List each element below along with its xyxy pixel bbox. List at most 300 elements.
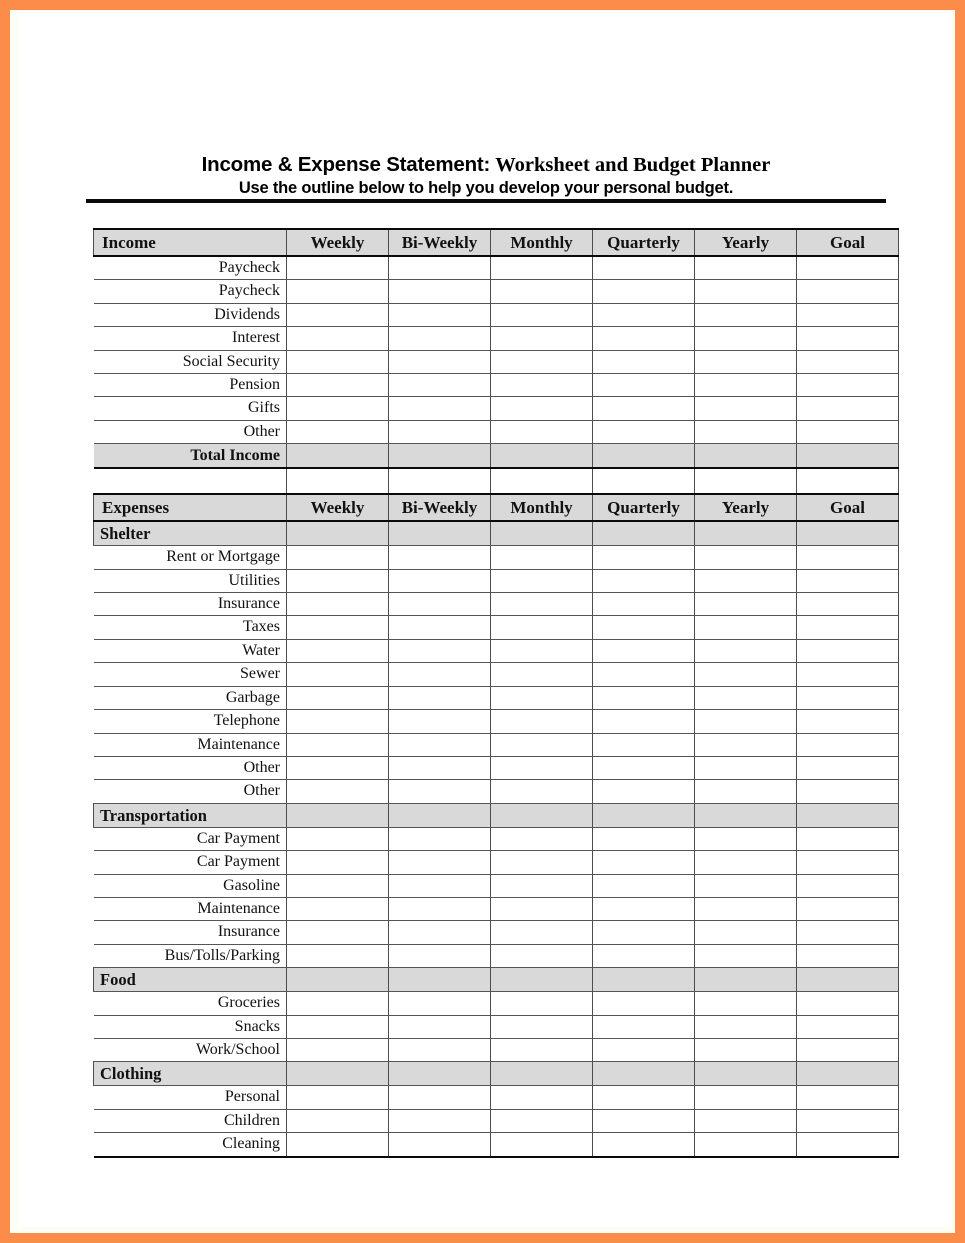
category-value-cell-quarterly[interactable] <box>593 803 695 827</box>
value-cell-bi-weekly[interactable] <box>389 874 491 897</box>
category-value-cell-bi-weekly[interactable] <box>389 968 491 992</box>
column-header-yearly: Yearly <box>695 229 797 256</box>
value-cell-goal[interactable] <box>797 874 899 897</box>
value-cell-monthly[interactable] <box>491 639 593 662</box>
value-cell-bi-weekly[interactable] <box>389 756 491 779</box>
value-cell-bi-weekly[interactable] <box>389 569 491 592</box>
value-cell-yearly[interactable] <box>695 374 797 397</box>
value-cell-quarterly[interactable] <box>593 569 695 592</box>
value-cell-monthly[interactable] <box>491 256 593 280</box>
value-cell-monthly[interactable] <box>491 420 593 443</box>
category-row <box>94 521 899 546</box>
value-cell-yearly[interactable] <box>695 397 797 420</box>
value-cell-goal[interactable] <box>797 1086 899 1109</box>
category-value-cell-goal[interactable] <box>797 521 899 546</box>
table-row <box>94 1015 899 1038</box>
category-value-cell-monthly[interactable] <box>491 521 593 546</box>
row-label: Car Payment <box>94 851 287 874</box>
value-cell-monthly[interactable] <box>491 897 593 920</box>
table-row <box>94 944 899 967</box>
row-label: Work/School <box>94 1038 287 1061</box>
value-cell-bi-weekly[interactable] <box>389 327 491 350</box>
spacer-cell <box>490 469 592 493</box>
table-row <box>94 733 899 756</box>
value-cell-yearly[interactable] <box>695 780 797 803</box>
value-cell-weekly[interactable] <box>287 874 389 897</box>
value-cell-goal[interactable] <box>797 350 899 373</box>
value-cell-monthly[interactable] <box>491 827 593 850</box>
income-header-label: Income <box>94 229 287 256</box>
value-cell-yearly[interactable] <box>695 1086 797 1109</box>
category-value-cell-weekly[interactable] <box>287 521 389 546</box>
value-cell-goal[interactable] <box>797 327 899 350</box>
row-label: Car Payment <box>94 827 287 850</box>
value-cell-weekly[interactable] <box>287 992 389 1015</box>
row-label: Gasoline <box>94 874 287 897</box>
category-value-cell-quarterly[interactable] <box>593 1062 695 1086</box>
income-table <box>93 228 899 469</box>
value-cell-bi-weekly[interactable] <box>389 280 491 303</box>
value-cell-monthly[interactable] <box>491 686 593 709</box>
column-header-quarterly: Quarterly <box>593 494 695 521</box>
row-label: Taxes <box>94 616 287 639</box>
value-cell-yearly[interactable] <box>695 569 797 592</box>
value-cell-weekly[interactable] <box>287 256 389 280</box>
value-cell-weekly[interactable] <box>287 733 389 756</box>
worksheet-page <box>18 14 951 1227</box>
value-cell-monthly[interactable] <box>491 921 593 944</box>
value-cell-quarterly[interactable] <box>593 663 695 686</box>
value-cell-bi-weekly[interactable] <box>389 1086 491 1109</box>
row-label: Bus/Tolls/Parking <box>94 944 287 967</box>
value-cell-yearly[interactable] <box>695 303 797 326</box>
value-cell-yearly[interactable] <box>695 639 797 662</box>
value-cell-weekly[interactable] <box>287 780 389 803</box>
value-cell-yearly[interactable] <box>695 350 797 373</box>
value-cell-bi-weekly[interactable] <box>389 1038 491 1061</box>
value-cell-yearly[interactable] <box>695 944 797 967</box>
value-cell-quarterly[interactable] <box>593 593 695 616</box>
value-cell-monthly[interactable] <box>491 1015 593 1038</box>
value-cell-weekly[interactable] <box>287 921 389 944</box>
table-row <box>94 1038 899 1061</box>
value-cell-goal[interactable] <box>797 1109 899 1132</box>
column-header-quarterly: Quarterly <box>593 229 695 256</box>
value-cell-bi-weekly[interactable] <box>389 897 491 920</box>
page-title-secondary: Worksheet and Budget Planner <box>495 154 771 176</box>
value-cell-yearly[interactable] <box>695 1133 797 1157</box>
page-subtitle: Use the outline below to help you develop your personal budget. <box>238 179 734 197</box>
spacer-cell <box>286 469 388 493</box>
value-cell-goal[interactable] <box>797 569 899 592</box>
value-cell-yearly[interactable] <box>695 546 797 569</box>
value-cell-goal[interactable] <box>797 827 899 850</box>
value-cell-goal[interactable] <box>797 897 899 920</box>
table-row <box>94 327 899 350</box>
category-value-cell-bi-weekly[interactable] <box>389 803 491 827</box>
value-cell-yearly[interactable] <box>695 327 797 350</box>
table-row <box>94 992 899 1015</box>
category-value-cell-goal[interactable] <box>797 803 899 827</box>
category-row <box>94 1062 899 1086</box>
value-cell-goal[interactable] <box>797 303 899 326</box>
table-row <box>94 350 899 373</box>
value-cell-yearly[interactable] <box>695 1109 797 1132</box>
value-cell-yearly[interactable] <box>695 921 797 944</box>
value-cell-bi-weekly[interactable] <box>389 593 491 616</box>
value-cell-quarterly[interactable] <box>593 397 695 420</box>
category-value-cell-yearly[interactable] <box>695 803 797 827</box>
table-row <box>94 397 899 420</box>
value-cell-goal[interactable] <box>797 780 899 803</box>
value-cell-quarterly[interactable] <box>593 1038 695 1061</box>
value-cell-monthly[interactable] <box>491 280 593 303</box>
value-cell-monthly[interactable] <box>491 944 593 967</box>
row-label: Maintenance <box>94 733 287 756</box>
row-label: Maintenance <box>94 897 287 920</box>
value-cell-quarterly[interactable] <box>593 350 695 373</box>
table-gap <box>93 469 898 493</box>
total-value-cell-yearly[interactable] <box>695 444 797 469</box>
row-label: Insurance <box>94 593 287 616</box>
table-row <box>94 546 899 569</box>
value-cell-goal[interactable] <box>797 420 899 443</box>
value-cell-goal[interactable] <box>797 686 899 709</box>
value-cell-yearly[interactable] <box>695 663 797 686</box>
value-cell-goal[interactable] <box>797 546 899 569</box>
category-row <box>94 803 899 827</box>
value-cell-quarterly[interactable] <box>593 780 695 803</box>
value-cell-bi-weekly[interactable] <box>389 256 491 280</box>
table-row <box>94 303 899 326</box>
spacer-cell <box>388 469 490 493</box>
value-cell-goal[interactable] <box>797 663 899 686</box>
value-cell-monthly[interactable] <box>491 733 593 756</box>
value-cell-monthly[interactable] <box>491 616 593 639</box>
category-value-cell-bi-weekly[interactable] <box>389 1062 491 1086</box>
value-cell-monthly[interactable] <box>491 569 593 592</box>
value-cell-goal[interactable] <box>797 280 899 303</box>
row-label: Gifts <box>94 397 287 420</box>
value-cell-goal[interactable] <box>797 710 899 733</box>
value-cell-goal[interactable] <box>797 1133 899 1157</box>
value-cell-quarterly[interactable] <box>593 303 695 326</box>
table-row <box>94 420 899 443</box>
row-label: Water <box>94 639 287 662</box>
value-cell-goal[interactable] <box>797 733 899 756</box>
value-cell-quarterly[interactable] <box>593 256 695 280</box>
value-cell-quarterly[interactable] <box>593 874 695 897</box>
total-value-cell-quarterly[interactable] <box>593 444 695 469</box>
value-cell-bi-weekly[interactable] <box>389 663 491 686</box>
value-cell-monthly[interactable] <box>491 992 593 1015</box>
row-label: Other <box>94 756 287 779</box>
category-value-cell-bi-weekly[interactable] <box>389 521 491 546</box>
category-label: Food <box>94 968 287 992</box>
value-cell-quarterly[interactable] <box>593 686 695 709</box>
value-cell-weekly[interactable] <box>287 1109 389 1132</box>
value-cell-quarterly[interactable] <box>593 1015 695 1038</box>
value-cell-bi-weekly[interactable] <box>389 420 491 443</box>
value-cell-weekly[interactable] <box>287 756 389 779</box>
value-cell-quarterly[interactable] <box>593 280 695 303</box>
value-cell-quarterly[interactable] <box>593 897 695 920</box>
value-cell-weekly[interactable] <box>287 1086 389 1109</box>
value-cell-weekly[interactable] <box>287 710 389 733</box>
value-cell-weekly[interactable] <box>287 616 389 639</box>
value-cell-monthly[interactable] <box>491 1133 593 1157</box>
category-value-cell-monthly[interactable] <box>491 1062 593 1086</box>
row-label: Rent or Mortgage <box>94 546 287 569</box>
category-value-cell-goal[interactable] <box>797 1062 899 1086</box>
value-cell-monthly[interactable] <box>491 851 593 874</box>
value-cell-monthly[interactable] <box>491 350 593 373</box>
value-cell-weekly[interactable] <box>287 593 389 616</box>
value-cell-quarterly[interactable] <box>593 639 695 662</box>
value-cell-weekly[interactable] <box>287 397 389 420</box>
value-cell-monthly[interactable] <box>491 397 593 420</box>
value-cell-quarterly[interactable] <box>593 827 695 850</box>
value-cell-monthly[interactable] <box>491 1109 593 1132</box>
column-header-monthly: Monthly <box>491 229 593 256</box>
row-label: Personal <box>94 1086 287 1109</box>
expenses-header-row <box>94 494 899 521</box>
value-cell-bi-weekly[interactable] <box>389 616 491 639</box>
value-cell-bi-weekly[interactable] <box>389 686 491 709</box>
value-cell-weekly[interactable] <box>287 897 389 920</box>
category-value-cell-weekly[interactable] <box>287 1062 389 1086</box>
column-header-yearly: Yearly <box>695 494 797 521</box>
value-cell-bi-weekly[interactable] <box>389 992 491 1015</box>
column-header-bi-weekly: Bi-Weekly <box>389 494 491 521</box>
table-row <box>94 1133 899 1157</box>
value-cell-goal[interactable] <box>797 616 899 639</box>
value-cell-weekly[interactable] <box>287 1015 389 1038</box>
category-label: Transportation <box>94 803 287 827</box>
row-label: Snacks <box>94 1015 287 1038</box>
value-cell-bi-weekly[interactable] <box>389 1015 491 1038</box>
row-label: Sewer <box>94 663 287 686</box>
table-row <box>94 280 899 303</box>
column-header-goal: Goal <box>797 494 899 521</box>
value-cell-yearly[interactable] <box>695 756 797 779</box>
category-value-cell-weekly[interactable] <box>287 968 389 992</box>
value-cell-bi-weekly[interactable] <box>389 944 491 967</box>
row-label: Insurance <box>94 921 287 944</box>
value-cell-bi-weekly[interactable] <box>389 303 491 326</box>
value-cell-quarterly[interactable] <box>593 733 695 756</box>
value-cell-goal[interactable] <box>797 756 899 779</box>
page-title-primary: Income & Expense Statement: <box>201 153 491 176</box>
column-header-weekly: Weekly <box>287 229 389 256</box>
spacer-cell <box>796 469 898 493</box>
value-cell-yearly[interactable] <box>695 897 797 920</box>
row-label: Paycheck <box>94 280 287 303</box>
row-label: Telephone <box>94 710 287 733</box>
total-value-cell-bi-weekly[interactable] <box>389 444 491 469</box>
value-cell-yearly[interactable] <box>695 1015 797 1038</box>
category-value-cell-goal[interactable] <box>797 968 899 992</box>
total-value-cell-goal[interactable] <box>797 444 899 469</box>
value-cell-bi-weekly[interactable] <box>389 546 491 569</box>
value-cell-monthly[interactable] <box>491 663 593 686</box>
value-cell-weekly[interactable] <box>287 663 389 686</box>
row-label: Cleaning <box>94 1133 287 1157</box>
value-cell-weekly[interactable] <box>287 944 389 967</box>
value-cell-quarterly[interactable] <box>593 851 695 874</box>
value-cell-quarterly[interactable] <box>593 546 695 569</box>
row-label: Pension <box>94 374 287 397</box>
value-cell-bi-weekly[interactable] <box>389 851 491 874</box>
category-value-cell-yearly[interactable] <box>695 968 797 992</box>
value-cell-bi-weekly[interactable] <box>389 710 491 733</box>
total-value-cell-weekly[interactable] <box>287 444 389 469</box>
row-label: Dividends <box>94 303 287 326</box>
value-cell-weekly[interactable] <box>287 350 389 373</box>
value-cell-goal[interactable] <box>797 1038 899 1061</box>
table-row <box>94 374 899 397</box>
value-cell-yearly[interactable] <box>695 710 797 733</box>
value-cell-goal[interactable] <box>797 593 899 616</box>
value-cell-quarterly[interactable] <box>593 756 695 779</box>
value-cell-quarterly[interactable] <box>593 1086 695 1109</box>
value-cell-monthly[interactable] <box>491 780 593 803</box>
value-cell-weekly[interactable] <box>287 374 389 397</box>
table-row <box>94 1109 899 1132</box>
column-header-weekly: Weekly <box>287 494 389 521</box>
value-cell-weekly[interactable] <box>287 686 389 709</box>
value-cell-goal[interactable] <box>797 639 899 662</box>
row-label: Groceries <box>94 992 287 1015</box>
value-cell-yearly[interactable] <box>695 593 797 616</box>
value-cell-bi-weekly[interactable] <box>389 827 491 850</box>
value-cell-weekly[interactable] <box>287 327 389 350</box>
table-row <box>94 686 899 709</box>
spacer-row <box>93 469 898 493</box>
value-cell-bi-weekly[interactable] <box>389 397 491 420</box>
value-cell-monthly[interactable] <box>491 1038 593 1061</box>
table-row <box>94 256 899 280</box>
value-cell-bi-weekly[interactable] <box>389 733 491 756</box>
spacer-table <box>93 469 899 493</box>
value-cell-yearly[interactable] <box>695 874 797 897</box>
value-cell-goal[interactable] <box>797 256 899 280</box>
value-cell-quarterly[interactable] <box>593 1109 695 1132</box>
value-cell-quarterly[interactable] <box>593 420 695 443</box>
value-cell-monthly[interactable] <box>491 1086 593 1109</box>
value-cell-quarterly[interactable] <box>593 710 695 733</box>
value-cell-weekly[interactable] <box>287 569 389 592</box>
value-cell-weekly[interactable] <box>287 546 389 569</box>
value-cell-quarterly[interactable] <box>593 327 695 350</box>
category-value-cell-monthly[interactable] <box>491 968 593 992</box>
value-cell-yearly[interactable] <box>695 851 797 874</box>
budget-tables <box>93 228 898 1158</box>
category-value-cell-quarterly[interactable] <box>593 521 695 546</box>
value-cell-yearly[interactable] <box>695 733 797 756</box>
value-cell-weekly[interactable] <box>287 280 389 303</box>
value-cell-bi-weekly[interactable] <box>389 374 491 397</box>
value-cell-yearly[interactable] <box>695 280 797 303</box>
category-value-cell-yearly[interactable] <box>695 1062 797 1086</box>
table-row <box>94 780 899 803</box>
value-cell-monthly[interactable] <box>491 756 593 779</box>
table-row <box>94 756 899 779</box>
value-cell-weekly[interactable] <box>287 1133 389 1157</box>
table-row <box>94 1086 899 1109</box>
value-cell-yearly[interactable] <box>695 420 797 443</box>
value-cell-bi-weekly[interactable] <box>389 639 491 662</box>
value-cell-yearly[interactable] <box>695 827 797 850</box>
value-cell-monthly[interactable] <box>491 593 593 616</box>
category-value-cell-yearly[interactable] <box>695 521 797 546</box>
value-cell-monthly[interactable] <box>491 327 593 350</box>
value-cell-goal[interactable] <box>797 1015 899 1038</box>
title-underline <box>86 199 886 203</box>
value-cell-quarterly[interactable] <box>593 1133 695 1157</box>
value-cell-weekly[interactable] <box>287 827 389 850</box>
value-cell-quarterly[interactable] <box>593 374 695 397</box>
value-cell-yearly[interactable] <box>695 992 797 1015</box>
total-row <box>94 444 899 469</box>
value-cell-yearly[interactable] <box>695 686 797 709</box>
value-cell-weekly[interactable] <box>287 851 389 874</box>
category-value-cell-quarterly[interactable] <box>593 968 695 992</box>
value-cell-weekly[interactable] <box>287 303 389 326</box>
spacer-cell <box>592 469 694 493</box>
category-label: Clothing <box>94 1062 287 1086</box>
value-cell-quarterly[interactable] <box>593 616 695 639</box>
column-header-bi-weekly: Bi-Weekly <box>389 229 491 256</box>
value-cell-weekly[interactable] <box>287 1038 389 1061</box>
column-header-monthly: Monthly <box>491 494 593 521</box>
value-cell-goal[interactable] <box>797 992 899 1015</box>
value-cell-bi-weekly[interactable] <box>389 350 491 373</box>
value-cell-goal[interactable] <box>797 397 899 420</box>
value-cell-weekly[interactable] <box>287 420 389 443</box>
category-label: Shelter <box>94 521 287 546</box>
value-cell-bi-weekly[interactable] <box>389 1109 491 1132</box>
value-cell-bi-weekly[interactable] <box>389 1133 491 1157</box>
page-border-frame <box>10 10 955 1233</box>
table-row <box>94 874 899 897</box>
value-cell-monthly[interactable] <box>491 546 593 569</box>
value-cell-quarterly[interactable] <box>593 992 695 1015</box>
value-cell-goal[interactable] <box>797 921 899 944</box>
value-cell-monthly[interactable] <box>491 874 593 897</box>
value-cell-goal[interactable] <box>797 851 899 874</box>
spacer-cell <box>93 469 286 493</box>
value-cell-yearly[interactable] <box>695 616 797 639</box>
value-cell-goal[interactable] <box>797 944 899 967</box>
category-value-cell-weekly[interactable] <box>287 803 389 827</box>
value-cell-goal[interactable] <box>797 374 899 397</box>
category-value-cell-monthly[interactable] <box>491 803 593 827</box>
value-cell-quarterly[interactable] <box>593 921 695 944</box>
total-value-cell-monthly[interactable] <box>491 444 593 469</box>
value-cell-bi-weekly[interactable] <box>389 780 491 803</box>
value-cell-yearly[interactable] <box>695 256 797 280</box>
value-cell-monthly[interactable] <box>491 303 593 326</box>
value-cell-monthly[interactable] <box>491 374 593 397</box>
row-label: Other <box>94 780 287 803</box>
value-cell-monthly[interactable] <box>491 710 593 733</box>
value-cell-quarterly[interactable] <box>593 944 695 967</box>
expense-table <box>93 493 899 1157</box>
value-cell-yearly[interactable] <box>695 1038 797 1061</box>
value-cell-bi-weekly[interactable] <box>389 921 491 944</box>
value-cell-weekly[interactable] <box>287 639 389 662</box>
